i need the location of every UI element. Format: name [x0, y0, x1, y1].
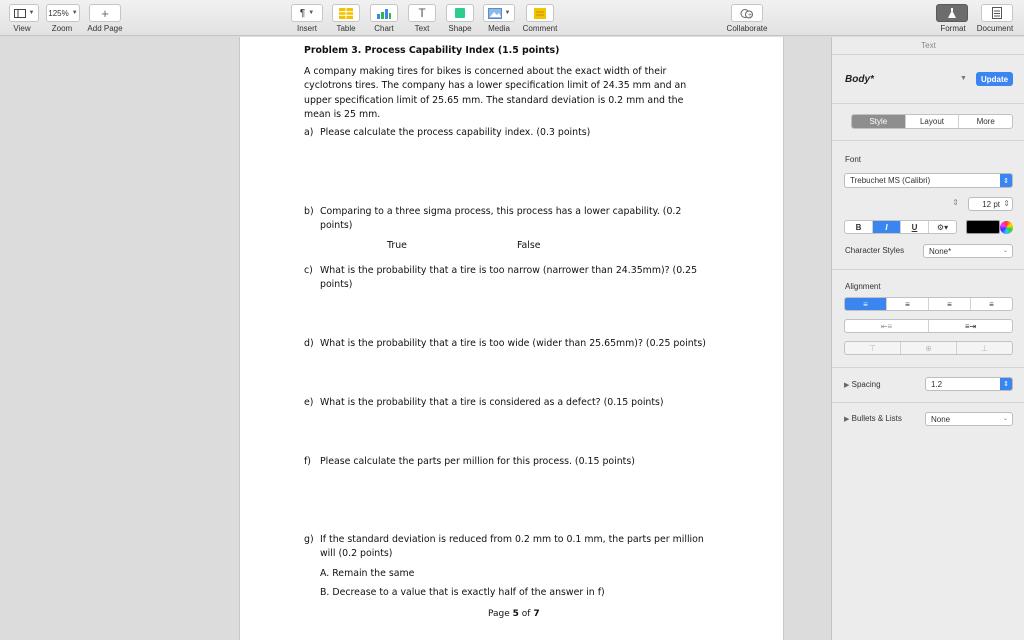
media-button[interactable] — [483, 4, 515, 22]
bold-button[interactable]: B — [845, 221, 873, 233]
format-inspector — [831, 37, 1024, 640]
spacing-label: Spacing — [851, 380, 881, 389]
collaborate-icon — [740, 8, 754, 19]
text-icon: T — [418, 6, 426, 20]
view-button[interactable] — [9, 4, 39, 22]
tab-style[interactable]: Style — [852, 115, 906, 128]
table-icon — [339, 8, 353, 19]
align-middle-icon[interactable]: ⊕ — [901, 342, 957, 354]
font-size-field[interactable] — [968, 197, 1013, 211]
zoom-value: 125% — [48, 8, 69, 18]
inspector-tabs — [851, 114, 1013, 129]
color-wheel-icon[interactable] — [1000, 221, 1013, 234]
format-label: Format — [940, 24, 966, 33]
add-page-button[interactable] — [89, 4, 121, 22]
tab-more[interactable]: More — [976, 117, 995, 126]
gear-icon[interactable]: ⚙▾ — [936, 222, 949, 232]
chevron-down-icon[interactable]: ▼ — [960, 75, 967, 82]
question-text: If the standard deviation is reduced from 0.2 mm to 0.1 mm, the parts per million — [320, 534, 704, 545]
question-text: What is the probability that a tire is too narrow (narrower than 24.35mm)? (0.25 — [320, 265, 698, 276]
spacing-select[interactable] — [925, 377, 1013, 391]
add-page-label: Add Page — [87, 24, 123, 33]
plus-icon: + — [101, 5, 109, 21]
question-letter: g) — [304, 534, 314, 545]
document-label: Document — [976, 24, 1014, 33]
text-label: Text — [414, 24, 430, 33]
chevron-down-icon: ▼ — [504, 10, 511, 16]
insert-label: Insert — [296, 24, 318, 33]
align-top-icon[interactable]: ⊤ — [845, 342, 901, 354]
disclosure-triangle-icon: ▶ — [844, 416, 850, 423]
font-size-value: 12 pt — [982, 199, 1000, 209]
font-family-select[interactable] — [844, 173, 1013, 188]
question-text: points) — [320, 279, 353, 290]
inspector-header: Text — [921, 41, 936, 50]
chevron-down-icon: ▼ — [308, 10, 315, 16]
option-true: True — [387, 240, 407, 251]
align-bottom-icon[interactable]: ⊥ — [981, 343, 988, 353]
underline-button[interactable]: U — [901, 221, 929, 233]
decrease-indent-icon[interactable]: ⇤≡ — [845, 320, 929, 332]
question-text: What is the probability that a tire is considered as a defect? (0.15 points) — [320, 397, 664, 408]
character-styles-select[interactable] — [923, 244, 1013, 258]
document-icon — [992, 7, 1002, 19]
indent-buttons — [844, 319, 1013, 333]
chart-label: Chart — [374, 24, 394, 33]
page-label: Page — [488, 609, 513, 619]
page-label: of — [518, 609, 534, 619]
paragraph-icon: ¶ — [299, 7, 306, 19]
document-canvas[interactable] — [0, 37, 831, 640]
comment-icon — [534, 8, 546, 19]
tab-layout[interactable]: Layout — [906, 115, 960, 128]
bullets-label: Bullets & Lists — [851, 414, 902, 423]
option-b: B. Decrease to a value that is exactly half of the answer in f) — [320, 587, 605, 598]
intro-line: mean is 25 mm. — [304, 109, 381, 120]
insert-button[interactable] — [291, 4, 323, 22]
intro-line: A company making tires for bikes is concerned about the exact width of their — [304, 66, 667, 77]
align-center-icon[interactable]: ≡ — [887, 298, 929, 310]
paintbrush-icon — [946, 8, 958, 19]
question-letter: d) — [304, 338, 314, 349]
format-button[interactable] — [936, 4, 968, 22]
table-button[interactable] — [332, 4, 360, 22]
character-styles-label: Character Styles — [845, 246, 905, 255]
chevron-down-icon: ▼ — [71, 10, 78, 16]
alignment-buttons — [844, 297, 1013, 311]
question-letter: c) — [304, 265, 313, 276]
table-label: Table — [336, 24, 356, 33]
updown-icon: ⇕ — [1000, 378, 1012, 390]
zoom-select[interactable] — [46, 4, 80, 22]
media-icon — [488, 8, 502, 19]
bullets-value: None — [931, 414, 951, 424]
font-family-value: Trebuchet MS (Calibri) — [850, 176, 931, 185]
toolbar — [0, 0, 1024, 36]
comment-button[interactable] — [526, 4, 554, 22]
document-button[interactable] — [981, 4, 1013, 22]
question-text: will (0.2 points) — [320, 548, 393, 559]
document-page[interactable] — [239, 37, 784, 640]
collaborate-label: Collaborate — [726, 24, 768, 33]
question-letter: a) — [304, 127, 314, 138]
text-button[interactable] — [408, 4, 436, 22]
question-text: points) — [320, 220, 353, 231]
chart-button[interactable] — [370, 4, 398, 22]
option-a: A. Remain the same — [320, 568, 415, 579]
italic-button[interactable]: I — [873, 221, 901, 233]
paragraph-style-name[interactable]: Body* — [845, 74, 874, 85]
collaborate-button[interactable] — [731, 4, 763, 22]
chevron-down-icon: ⌄ — [1002, 416, 1008, 422]
alignment-label: Alignment — [845, 282, 881, 291]
zoom-label: Zoom — [51, 24, 73, 33]
updown-icon: ⇕ — [1000, 174, 1012, 187]
shape-icon — [455, 8, 465, 18]
chart-icon — [377, 8, 391, 19]
page-number — [488, 609, 540, 619]
align-left-icon[interactable]: ≡ — [845, 298, 887, 310]
shape-button[interactable] — [446, 4, 474, 22]
question-text: Comparing to a three sigma process, this process has a lower capability. (0.2 — [320, 206, 682, 217]
text-color-well[interactable] — [966, 220, 1000, 234]
font-typeface-select[interactable] — [844, 197, 959, 211]
question-text: Please calculate the parts per million for this process. (0.15 points) — [320, 456, 635, 467]
question-text: What is the probability that a tire is too wide (wider than 25.65mm)? (0.25 points) — [320, 338, 706, 349]
text-style-buttons — [844, 220, 957, 234]
option-false: False — [517, 240, 541, 251]
spacing-disclosure[interactable] — [844, 380, 881, 389]
chevron-down-icon: ▼ — [28, 10, 35, 16]
bullets-select[interactable] — [925, 412, 1013, 426]
question-letter: f) — [304, 456, 311, 467]
page-current: 5 — [512, 609, 519, 619]
intro-line: cyclotrons tires. The company has a lower specification limit of 24.35 mm and an — [304, 80, 687, 91]
comment-label: Comment — [522, 24, 558, 33]
stepper-icon[interactable]: ⇕ — [1003, 199, 1010, 208]
vertical-align-buttons — [844, 341, 1013, 355]
intro-line: upper specification limit of 25.65 mm. The standard deviation is 0.2 mm and the — [304, 95, 684, 106]
question-letter: b) — [304, 206, 314, 217]
shape-label: Shape — [448, 24, 472, 33]
update-button[interactable]: Update — [976, 72, 1013, 86]
font-section-label: Font — [845, 155, 862, 164]
media-label: Media — [488, 24, 510, 33]
svg-text:+: + — [747, 11, 753, 19]
character-styles-value: None* — [929, 246, 952, 256]
align-right-icon[interactable]: ≡ — [929, 298, 971, 310]
disclosure-triangle-icon: ▶ — [844, 382, 850, 389]
sidebar-icon — [14, 9, 26, 18]
question-text: Please calculate the process capability index. (0.3 points) — [320, 127, 591, 138]
align-justify-icon[interactable]: ≡ — [989, 299, 994, 309]
view-label: View — [13, 24, 31, 33]
chevron-down-icon: ⌄ — [1002, 248, 1008, 254]
problem-title: Problem 3. Process Capability Index (1.5 points) — [304, 45, 560, 56]
updown-icon: ⇕ — [952, 198, 959, 207]
bullets-disclosure[interactable] — [844, 414, 902, 423]
spacing-value: 1.2 — [931, 379, 943, 389]
increase-indent-icon[interactable]: ≡⇥ — [964, 321, 977, 331]
question-letter: e) — [304, 397, 314, 408]
page-total: 7 — [533, 609, 540, 619]
